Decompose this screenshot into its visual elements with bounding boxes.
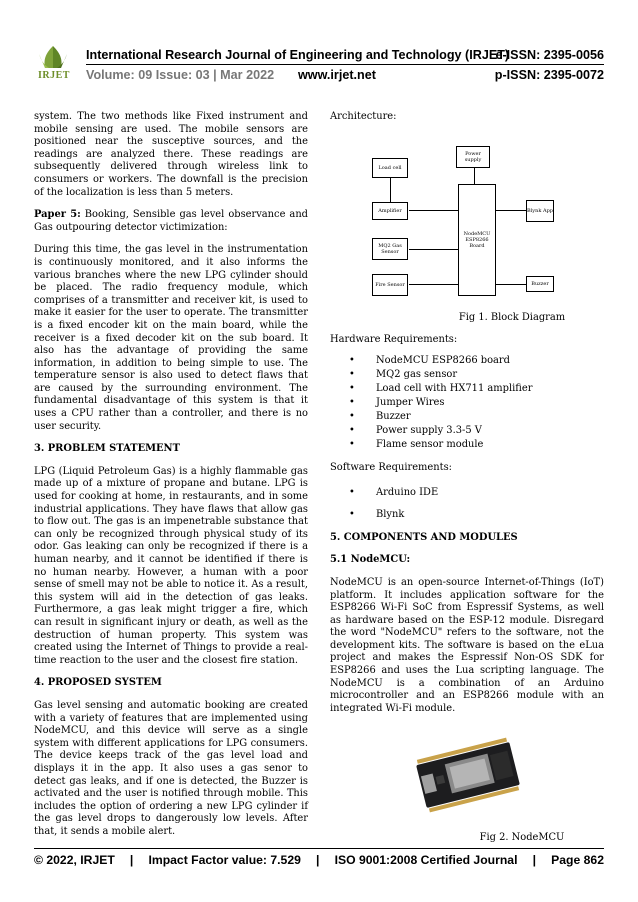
architecture-label: Architecture: <box>330 111 397 122</box>
logo-text: IRJET <box>38 70 70 81</box>
volume-info: Volume: 09 Issue: 03 | Mar 2022 <box>86 68 275 82</box>
list-item: • Buzzer <box>330 411 604 424</box>
footer-separator: | <box>532 853 536 867</box>
iso-certification: ISO 9001:2008 Certified Journal <box>334 853 518 867</box>
subsection-heading-nodemcu: 5.1 NodeMCU: <box>330 554 411 566</box>
paper5-heading <box>34 209 308 234</box>
copyright: © 2022, IRJET <box>34 853 115 867</box>
diagram-power-supply: Power supply <box>456 146 490 168</box>
right-column <box>330 111 604 855</box>
p-issn: p-ISSN: 2395-0072 <box>494 68 604 82</box>
diagram-buzzer: Buzzer <box>526 276 554 292</box>
journal-title: International Research Journal of Engineering and Technology (IRJET) <box>86 48 510 62</box>
section-heading-proposed: 4. PROPOSED SYSTEM <box>34 677 162 689</box>
e-issn: e-ISSN: 2395-0056 <box>495 48 604 62</box>
diagram-load-cell: Load cell <box>372 158 408 178</box>
hardware-list <box>330 355 604 452</box>
list-item: • Arduino IDE <box>330 487 604 500</box>
software-list <box>330 487 604 522</box>
paragraph-proposed: Gas level sensing and automatic booking are created with a variety of features that are implemented using NodeMCU, and this device will serve as a single system with different applications for LPG consumers. The device keeps track of the gas level load and displays it in the app. It also uses a gas senor to detect gas leaks, and if one is detected, the Buzzer is activated and the user is notified through mobile. This includes the option of ordering a new LPG cylinder if the gas level drops to dangerously low levels. After that, it sends a mobile alert. <box>34 699 308 837</box>
paragraph-paper5: During this time, the gas level in the instrumentation is continuously monitored, and it also informs the various branches where the new LPG cylinder should be placed. The radio frequency module, which comprises of a transmitter and receiver kit, is used to make it easier for the user to operate. The transmitter is a fixed encoder kit on the main board, while the receiver is a fixed decoder kit on the sub board. It also has the advantage of providing the same information, in addition to being simple to use. The temperature sensor is also used to detect flaws that are caused by the surrounding environment. The fundamental disadvantage of this system is that it uses a CPU rather than a controller, and there is no user security. <box>34 244 308 432</box>
hardware-title: Hardware Requirements: <box>330 334 458 346</box>
footer-separator: | <box>316 853 320 867</box>
list-item: • NodeMCU ESP8266 board <box>330 355 604 368</box>
line-power-node <box>474 168 475 184</box>
diagram-amplifier: Amplifier <box>372 202 408 220</box>
paper5-label: Paper 5: <box>34 209 81 221</box>
page-number: Page 862 <box>551 853 604 867</box>
left-column <box>34 111 308 848</box>
line-amp-node <box>409 210 458 211</box>
website-link[interactable]: www.irjet.net <box>298 68 376 82</box>
diagram-mq2-sensor: MQ2 Gas Sensor <box>372 238 408 260</box>
line-node-buzzer <box>496 284 526 285</box>
section-heading-problem: 3. PROBLEM STATEMENT <box>34 443 180 455</box>
section-heading-components: 5. COMPONENTS AND MODULES <box>330 531 518 543</box>
page-footer <box>34 853 604 867</box>
paragraph-intro: system. The two methods like Fixed instrument and mobile sensing are used. The mobile sensors are positioned near the susceptive sources, and the readings are analyzed there. These readings are subsequently delivered through wireless link to consumers or workers. The downfall is the precision of the localization is less than 5 meters. <box>34 111 308 198</box>
page-header <box>0 0 638 92</box>
header-rule <box>86 64 604 65</box>
software-title: Software Requirements: <box>330 461 452 473</box>
paper5-title: Booking, Sensible gas level observance and Gas outpouring detector victimization: <box>34 209 308 233</box>
diagram-fire-sensor: Fire Sensor <box>372 274 408 296</box>
footer-separator: | <box>129 853 134 867</box>
diagram-nodemcu: NodeMCU ESP8266 Board <box>458 184 496 296</box>
list-item: • Power supply 3.3-5 V <box>330 425 604 438</box>
list-item: • MQ2 gas sensor <box>330 369 604 382</box>
footer-rule <box>34 848 604 849</box>
impact-factor: Impact Factor value: 7.529 <box>148 853 301 867</box>
paragraph-problem: LPG (Liquid Petroleum Gas) is a highly flammable gas made up of a mixture of propane and butane. LPG is used for cooking at home, in restaurants, and in some industrial applications. They have flaws that allow gas to flow out. The gas is an impenetrable substance that can only be recognized through physical study of its odor. Gas leaking can only be recognized if there is a human nearby, and it cannot be identified if there is no human nearby. However, a human with a poor sense of smell may not be able to notice it. As a result, this system will aid in the detection of gas leaks. Furthermore, a gas leak might trigger a fire, which can result in significant injury or death, as well as the destruction of human property. This system was created using the Internet of Things to provide a real-time reaction to the user and the closest fire station. <box>34 465 308 666</box>
list-item: • Jumper Wires <box>330 397 604 410</box>
list-item: • Load cell with HX711 amplifier <box>330 383 604 396</box>
list-item: • Flame sensor module <box>330 439 604 452</box>
list-item: • Blynk <box>330 509 604 522</box>
line-node-blynk <box>496 210 526 211</box>
line-fire-node <box>409 284 458 285</box>
figure-2-caption: Fig 2. NodeMCU <box>479 832 565 844</box>
figure-1-caption: Fig 1. Block Diagram <box>458 311 566 323</box>
diagram-blynk-app: Blynk App <box>526 200 554 222</box>
block-diagram <box>370 130 554 298</box>
paragraph-nodemcu: NodeMCU is an open-source Internet-of-Things (IoT) platform. It includes application software for the ESP8266 Wi-Fi SoC from Espressif Systems, as well as hardware based on the ESP-12 module. Disregard the word "NodeMCU" refers to the software, not the development kits. The software is based on the eLua project and makes the Espressif Non-OS SDK for ESP8266 and uses the Lua scripting language. The NodeMCU is a combination of an Arduino microcontroller and an ESP8266 module with an integrated Wi-Fi module. <box>330 576 604 714</box>
line-mq2-node <box>409 249 458 250</box>
nodemcu-board-image <box>408 733 528 817</box>
